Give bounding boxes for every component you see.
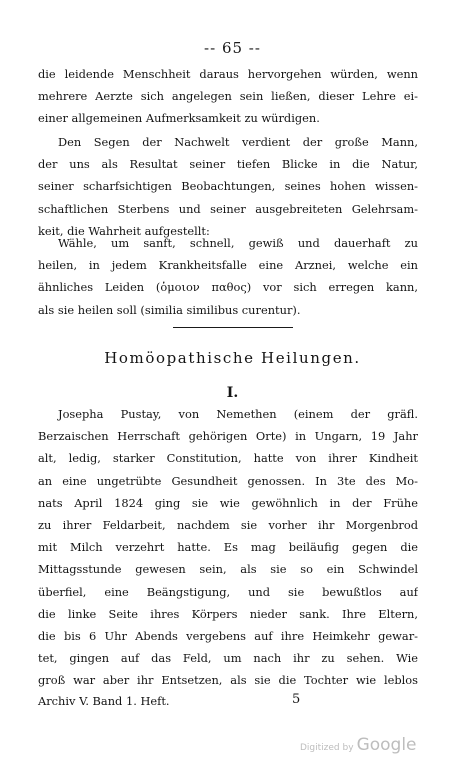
paragraph-principle — [38, 232, 418, 321]
text-line: Josepha Pustay, von Nemethen (einem der gräfl. — [58, 407, 418, 421]
text-line: groß war aber ihr Entsetzen, als sie die Tochter wie leblos — [38, 673, 418, 688]
watermark-prefix: Digitized by — [300, 743, 354, 753]
text-line: als sie heilen soll (similia similibus curentur). — [38, 302, 301, 317]
section-heading: Homöopathische Heilungen. — [104, 349, 361, 367]
text-line: seiner scharfsichtigen Beobachtungen, seines hohen wissen- — [38, 179, 418, 194]
text-line: tet, gingen auf das Feld, um nach ihr zu sehen. Wie — [38, 651, 418, 666]
text-line: mit Milch verzehrt hatte. Es mag beiläufig gegen die — [38, 540, 418, 555]
signature-line: Archiv V. Band 1. Heft. — [38, 694, 170, 708]
section-divider — [173, 327, 293, 328]
text-line: alt, ledig, starker Constitution, hatte von ihrer Kindheit — [38, 451, 418, 466]
text-line: überfiel, eine Beängstigung, und sie bewußtlos auf — [38, 584, 418, 599]
signature-number: 5 — [292, 692, 301, 707]
text-line: einer allgemeinen Aufmerksamkeit zu würdigen. — [38, 111, 320, 126]
google-logo: Google — [356, 735, 417, 755]
text-line: Den Segen der Nachwelt verdient der große Mann, — [58, 135, 418, 149]
section-number: I. — [226, 385, 239, 401]
text-line: an eine ungetrübte Gesundheit genossen. In 3te des Mo- — [38, 473, 418, 488]
text-line: der uns als Resultat seiner tiefen Blicke in die Natur, — [38, 157, 418, 172]
paragraph-blessing — [38, 131, 418, 242]
text-line: Wähle, um sanft, schnell, gewiß und dauerhaft zu — [58, 236, 418, 250]
text-line: ähnliches Leiden (ὁμοιον παθος) vor sich erregen kann, — [38, 280, 418, 295]
text-line: schaftlichen Sterbens und seiner ausgebreiteten Gelehrsam- — [38, 201, 418, 216]
text-line: Mittagsstunde gewesen sein, als sie so ein Schwindel — [38, 562, 418, 577]
text-line: nats April 1824 ging sie wie gewöhnlich in der Frühe — [38, 495, 418, 510]
text-line: zu ihrer Feldarbeit, nachdem sie vorher ihr Morgenbrod — [38, 518, 418, 533]
text-line: Berzaischen Herrschaft gehörigen Orte) in Ungarn, 19 Jahr — [38, 429, 418, 444]
text-line: die bis 6 Uhr Abends vergebens auf ihre Heimkehr gewar- — [38, 629, 418, 644]
paragraph-continuation — [38, 63, 418, 130]
digitization-watermark — [300, 735, 417, 755]
text-line: die linke Seite ihres Körpers nieder sank. Ihre Eltern, — [38, 606, 418, 621]
text-line: heilen, in jedem Krankheitsfalle eine Arznei, welche ein — [38, 258, 418, 273]
paragraph-case-report — [38, 403, 418, 692]
page-number: -- 65 -- — [204, 39, 261, 57]
text-line: die leidende Menschheit daraus hervorgehen würden, wenn — [38, 67, 418, 81]
text-line: keit, die Wahrheit aufgestellt: — [38, 223, 210, 238]
text-line: mehrere Aerzte sich angelegen sein ließen, dieser Lehre ei- — [38, 89, 418, 104]
